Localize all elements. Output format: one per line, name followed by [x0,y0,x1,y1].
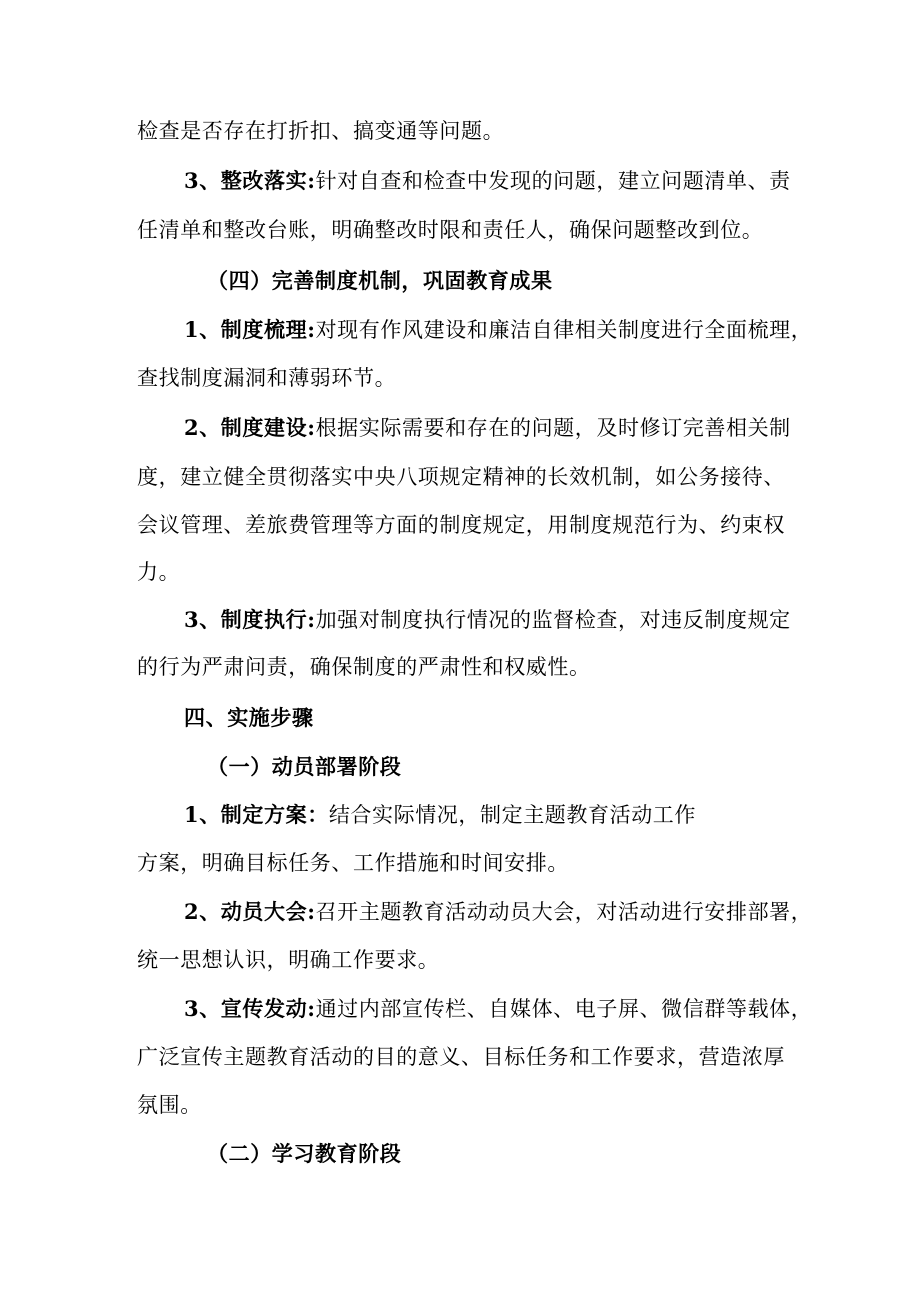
paragraph-line [184,800,696,830]
paragraph-line [137,945,439,975]
paragraph-text: 加强对制度执行情况的监督检查，对违反制度规定 [315,608,791,632]
paragraph-line [137,116,504,146]
paragraph-text: 的行为严肃问责，确保制度的严肃性和权威性。 [137,655,591,679]
paragraph-line [184,605,791,635]
paragraph-line [137,557,180,587]
paragraph-line [184,315,812,345]
paragraph-text: 任清单和整改台账，明确整改时限和责任人，确保问题整改到位。 [137,218,764,242]
paragraph-line [137,510,785,540]
item-label: 2、动员大会: [184,899,316,924]
paragraph-line [137,1042,785,1072]
section-subheading [207,266,553,296]
subheading-text: （二）学习教育阶段 [207,1141,402,1166]
paragraph-text: 通过内部宣传栏、自媒体、电子屏、微信群等载体， [315,997,813,1021]
paragraph-line [184,994,812,1024]
paragraph-text: 对现有作风建设和廉洁自律相关制度进行全面梳理， [315,318,813,342]
paragraph-line [137,848,569,878]
paragraph-line [184,897,812,927]
paragraph-line [137,363,396,393]
paragraph-text: 根据实际需要和存在的问题，及时修订完善相关制 [315,416,791,440]
section-heading [184,703,314,733]
paragraph-text: 方案，明确目标任务、工作措施和时间安排。 [137,851,569,875]
paragraph-text: 广泛宣传主题教育活动的目的意义、目标任务和工作要求，营造浓厚 [137,1045,785,1069]
paragraph-text: 查找制度漏洞和薄弱环节。 [137,366,397,390]
paragraph-line [137,652,591,682]
subheading-text: （四）完善制度机制，巩固教育成果 [207,268,553,293]
paragraph-line [137,1090,202,1120]
item-label: 1、制度梳理: [184,317,316,342]
paragraph-text: 氛围。 [137,1093,202,1117]
item-label: 2、制度建设: [184,415,316,440]
paragraph-text: 统一思想认识，明确工作要求。 [137,948,440,972]
section-subheading [207,752,401,782]
paragraph-line [137,462,785,492]
subheading-text: （一）动员部署阶段 [207,754,402,779]
paragraph-text: 力。 [137,560,181,584]
paragraph-text: 针对自查和检查中发现的问题，建立问题清单、责 [315,169,791,193]
paragraph-text: 结合实际情况，制定主题教育活动工作 [328,803,697,827]
item-label: 1、制定方案： [184,802,329,827]
heading-text: 四、实施步骤 [184,705,314,730]
section-subheading [207,1139,401,1169]
paragraph-line [137,215,763,245]
paragraph-text: 会议管理、差旅费管理等方面的制度规定，用制度规范行为、约束权 [137,513,785,537]
paragraph-line [184,413,791,443]
item-label: 3、制度执行: [184,607,316,632]
item-label: 3、整改落实: [184,168,316,193]
paragraph-text: 召开主题教育活动动员大会，对活动进行安排部署， [315,900,813,924]
item-label: 3、宣传发动: [184,996,316,1021]
paragraph-text: 度，建立健全贯彻落实中央八项规定精神的长效机制，如公务接待、 [137,465,785,489]
paragraph-text: 检查是否存在打折扣、搞变通等问题。 [137,119,505,143]
paragraph-line [184,166,791,196]
